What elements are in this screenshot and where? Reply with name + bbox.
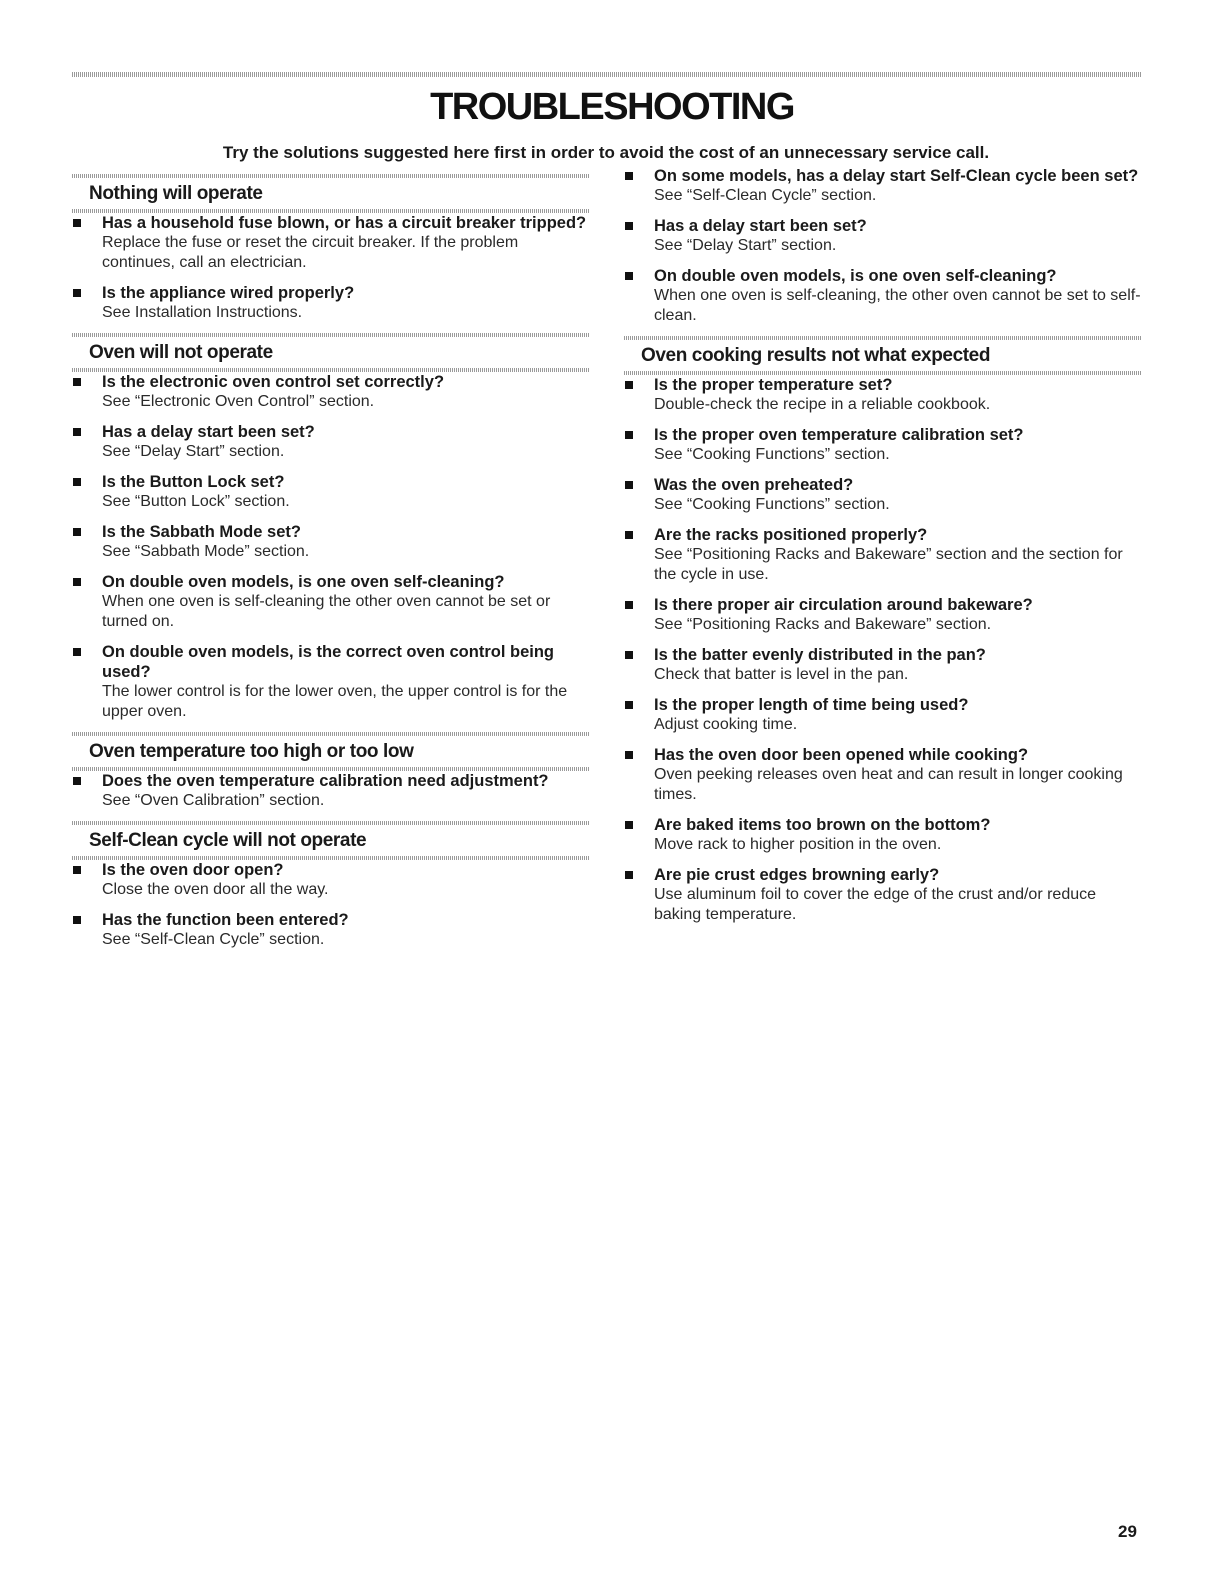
square-bullet-icon xyxy=(625,172,633,180)
question-list xyxy=(72,860,590,950)
list-item xyxy=(624,525,1142,585)
list-item xyxy=(624,475,1142,515)
list-item xyxy=(72,642,590,722)
answer: See “Oven Calibration” section. xyxy=(102,792,325,809)
square-bullet-icon xyxy=(625,531,633,539)
question: Has a delay start been set? xyxy=(654,217,867,235)
question: Is the proper oven temperature calibration set? xyxy=(654,426,1024,444)
square-bullet-icon xyxy=(73,777,81,785)
square-bullet-icon xyxy=(625,871,633,879)
section-header xyxy=(624,336,1142,375)
question: Is the appliance wired properly? xyxy=(102,284,355,302)
section-nothing-will-operate xyxy=(72,174,590,323)
section-title: Nothing will operate xyxy=(89,183,263,204)
answer: When one oven is self-cleaning the other oven cannot be set or turned on. xyxy=(102,593,551,630)
page-title: TROUBLESHOOTING xyxy=(430,86,794,128)
continued-question-list xyxy=(624,166,1142,326)
list-item xyxy=(72,910,590,950)
list-item xyxy=(72,860,590,900)
list-item xyxy=(72,771,590,811)
square-bullet-icon xyxy=(73,916,81,924)
list-item xyxy=(72,572,590,632)
section-header xyxy=(72,333,590,372)
list-item xyxy=(624,425,1142,465)
question: Are baked items too brown on the bottom? xyxy=(654,816,991,834)
question-list xyxy=(72,372,590,722)
answer: See “Button Lock” section. xyxy=(102,493,290,510)
question: Is the proper length of time being used? xyxy=(654,696,969,714)
list-item xyxy=(624,595,1142,635)
question: Is the oven door open? xyxy=(102,861,284,879)
answer: See “Electronic Oven Control” section. xyxy=(102,393,375,410)
square-bullet-icon xyxy=(73,478,81,486)
square-bullet-icon xyxy=(625,481,633,489)
question: Has a delay start been set? xyxy=(102,423,315,441)
answer: See “Sabbath Mode” section. xyxy=(102,543,310,560)
question: On double oven models, is the correct oven control being used? xyxy=(102,643,554,681)
question: Was the oven preheated? xyxy=(654,476,854,494)
question-list xyxy=(72,771,590,811)
list-item xyxy=(72,522,590,562)
list-item xyxy=(624,645,1142,685)
list-item xyxy=(72,422,590,462)
question: Is the Button Lock set? xyxy=(102,473,285,491)
section-self-clean xyxy=(72,821,590,950)
section-oven-temperature xyxy=(72,732,590,811)
square-bullet-icon xyxy=(73,428,81,436)
square-bullet-icon xyxy=(625,431,633,439)
list-item xyxy=(624,815,1142,855)
list-item xyxy=(624,745,1142,805)
intro-text: Try the solutions suggested here first in order to avoid the cost of an unnecessary service call. xyxy=(222,143,990,162)
section-header xyxy=(72,174,590,213)
answer: See “Delay Start” section. xyxy=(102,443,285,460)
list-item xyxy=(72,283,590,323)
section-title: Oven cooking results not what expected xyxy=(641,345,991,366)
question: Are the racks positioned properly? xyxy=(654,526,928,544)
square-bullet-icon xyxy=(625,272,633,280)
question: On some models, has a delay start Self-Clean cycle been set? xyxy=(654,167,1139,185)
question: Has a household fuse blown, or has a circuit breaker tripped? xyxy=(102,214,587,232)
list-item xyxy=(72,213,590,273)
list-item xyxy=(624,865,1142,925)
square-bullet-icon xyxy=(73,289,81,297)
section-title: Self-Clean cycle will not operate xyxy=(89,830,367,851)
square-bullet-icon xyxy=(625,751,633,759)
question: Is the Sabbath Mode set? xyxy=(102,523,301,541)
square-bullet-icon xyxy=(73,648,81,656)
section-header xyxy=(72,821,590,860)
question: Is the electronic oven control set correctly? xyxy=(102,373,445,391)
question: Is the proper temperature set? xyxy=(654,376,893,394)
answer: See “Cooking Functions” section. xyxy=(654,496,890,513)
page-number: 29 xyxy=(1118,1522,1137,1541)
square-bullet-icon xyxy=(625,821,633,829)
right-column xyxy=(624,166,1142,935)
answer: See “Delay Start” section. xyxy=(654,237,837,254)
question-list xyxy=(624,375,1142,925)
question: Has the function been entered? xyxy=(102,911,349,929)
section-title: Oven temperature too high or too low xyxy=(89,741,414,762)
list-item xyxy=(72,372,590,412)
section-oven-will-not-operate xyxy=(72,333,590,722)
answer: Close the oven door all the way. xyxy=(102,881,329,898)
answer: When one oven is self-cleaning, the other oven cannot be set to self-clean. xyxy=(654,287,1141,324)
question: On double oven models, is one oven self-cleaning? xyxy=(654,267,1057,285)
question: Are pie crust edges browning early? xyxy=(654,866,940,884)
square-bullet-icon xyxy=(625,601,633,609)
answer: Oven peeking releases oven heat and can result in longer cooking times. xyxy=(654,766,1123,803)
question-list xyxy=(72,213,590,323)
answer: Double-check the recipe in a reliable cookbook. xyxy=(654,396,991,413)
square-bullet-icon xyxy=(73,219,81,227)
list-item xyxy=(624,166,1142,206)
answer: Move rack to higher position in the oven. xyxy=(654,836,942,853)
section-title: Oven will not operate xyxy=(89,342,273,363)
square-bullet-icon xyxy=(625,651,633,659)
top-divider xyxy=(72,72,1142,77)
question: Is there proper air circulation around bakeware? xyxy=(654,596,1033,614)
answer: See “Self-Clean Cycle” section. xyxy=(102,931,325,948)
answer: See “Self-Clean Cycle” section. xyxy=(654,187,877,204)
square-bullet-icon xyxy=(625,381,633,389)
answer: See “Positioning Racks and Bakeware” section and the section for the cycle in use. xyxy=(654,546,1123,583)
square-bullet-icon xyxy=(73,528,81,536)
question: On double oven models, is one oven self-cleaning? xyxy=(102,573,505,591)
square-bullet-icon xyxy=(73,578,81,586)
answer: Replace the fuse or reset the circuit breaker. If the problem continues, call an electrician. xyxy=(102,234,519,271)
answer: Use aluminum foil to cover the edge of the crust and/or reduce baking temperature. xyxy=(654,886,1097,923)
answer: Adjust cooking time. xyxy=(654,716,798,733)
left-column xyxy=(72,174,590,960)
square-bullet-icon xyxy=(625,701,633,709)
answer: See Installation Instructions. xyxy=(102,304,303,321)
answer: See “Positioning Racks and Bakeware” section. xyxy=(654,616,992,633)
list-item xyxy=(624,266,1142,326)
list-item xyxy=(624,375,1142,415)
square-bullet-icon xyxy=(73,378,81,386)
list-item xyxy=(624,216,1142,256)
question: Does the oven temperature calibration need adjustment? xyxy=(102,772,549,790)
answer: The lower control is for the lower oven, the upper control is for the upper oven. xyxy=(102,683,568,720)
question: Has the oven door been opened while cooking? xyxy=(654,746,1029,764)
question: Is the batter evenly distributed in the pan? xyxy=(654,646,986,664)
section-cooking-results xyxy=(624,336,1142,925)
square-bullet-icon xyxy=(73,866,81,874)
answer: See “Cooking Functions” section. xyxy=(654,446,890,463)
list-item xyxy=(72,472,590,512)
list-item xyxy=(624,695,1142,735)
section-header xyxy=(72,732,590,771)
answer: Check that batter is level in the pan. xyxy=(654,666,909,683)
square-bullet-icon xyxy=(625,222,633,230)
